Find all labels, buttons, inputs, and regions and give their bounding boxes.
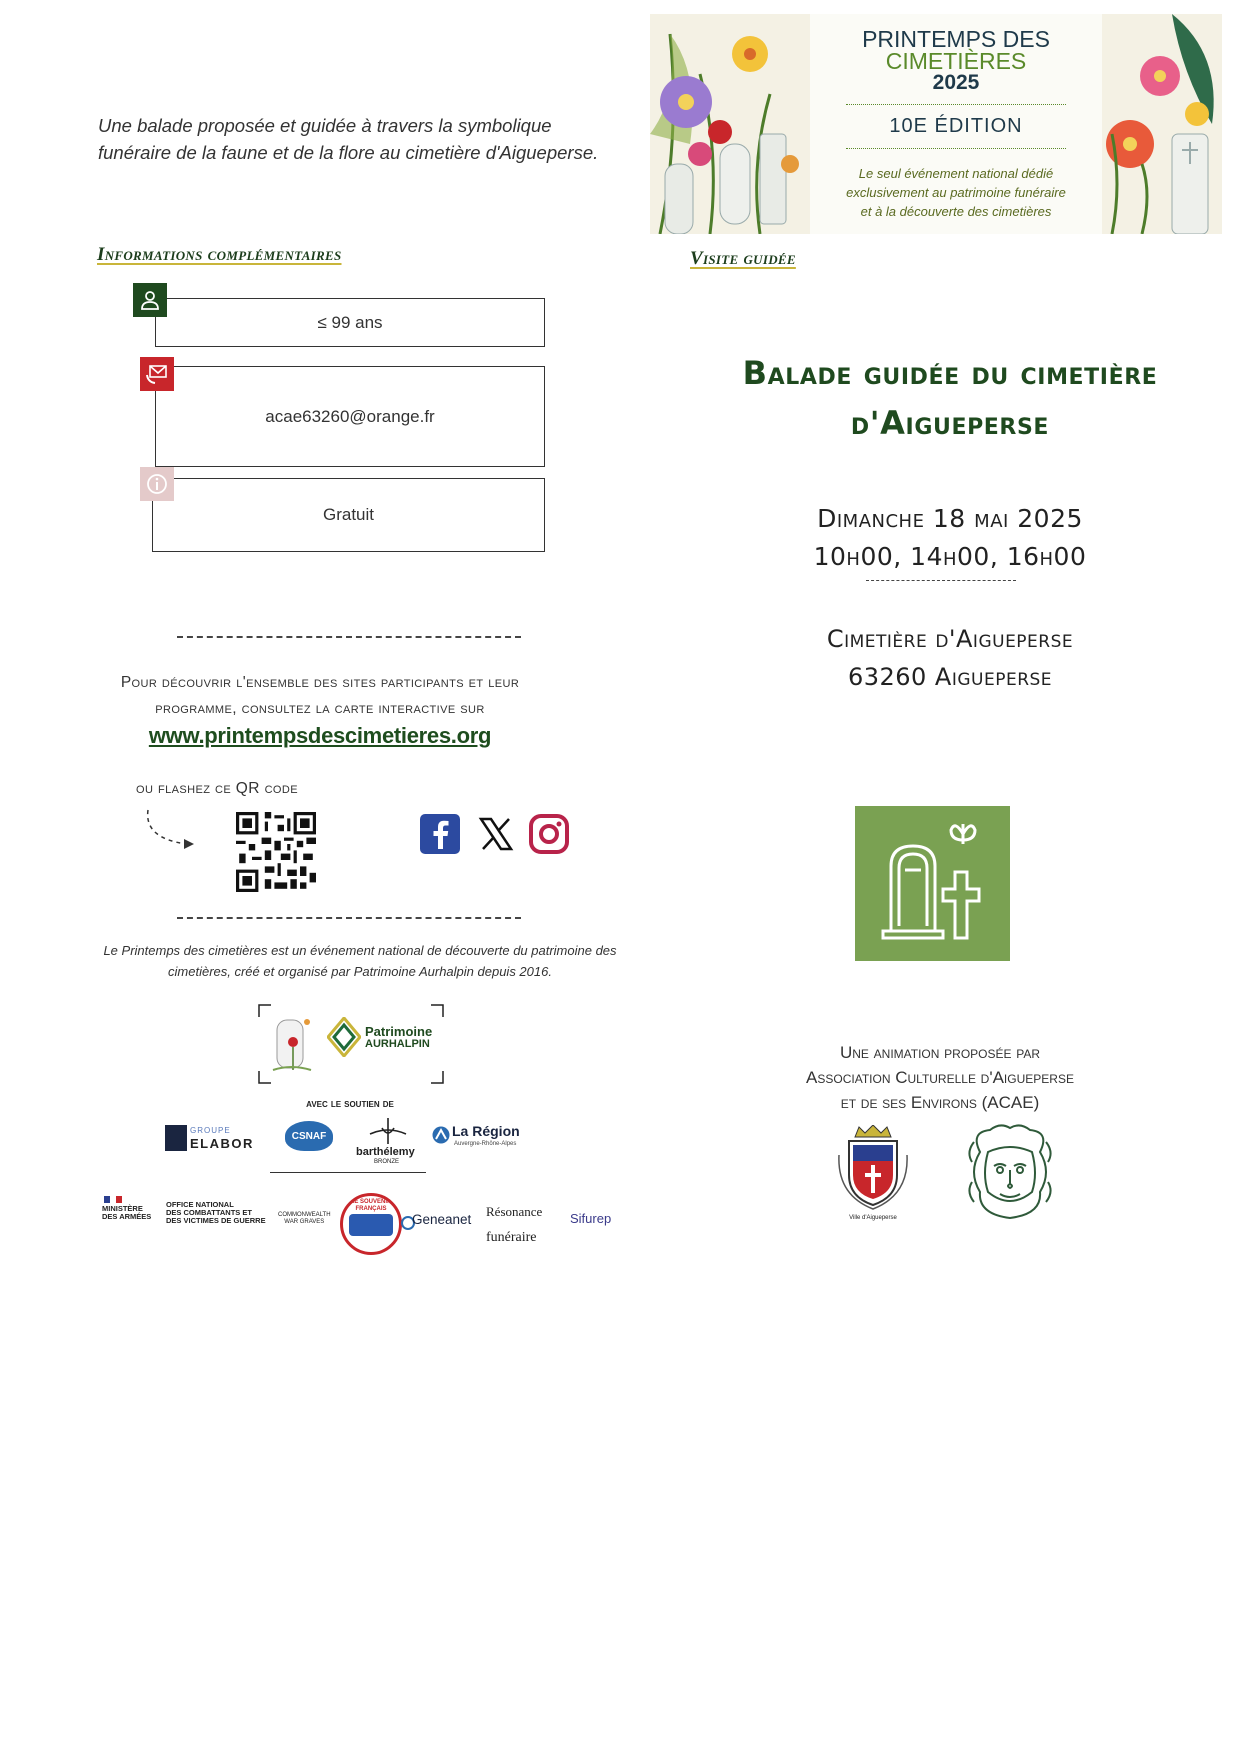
acae-mask-icon <box>960 1122 1060 1222</box>
cwgc-line-1: COMMONWEALTH <box>278 1212 331 1218</box>
barthelemy-name: barthélemy <box>356 1146 415 1158</box>
region-name: La Région <box>452 1123 520 1139</box>
discover-line-2: programme, consultez la carte interactive sur <box>155 700 485 717</box>
age-value: ≤ 99 ans <box>317 312 383 332</box>
intro-text: Une balade proposée et guidée à travers la symbolique funéraire de la faune et de la flore au cimetière d'Aigueperse. <box>98 115 599 163</box>
info-section-title: Informations complémentaires <box>97 244 342 265</box>
ministere-logo <box>102 1205 151 1221</box>
barthelemy-icon <box>368 1116 408 1146</box>
price-box <box>152 478 545 552</box>
event-place-line-2: 63260 Aigueperse <box>847 663 1053 691</box>
price-value: Gratuit <box>322 505 375 524</box>
event-title-line-1: Balade guidée du cimetière <box>742 354 1158 392</box>
animation-line-1: Une animation proposée par <box>839 1043 1041 1062</box>
facebook-icon[interactable] <box>420 814 460 854</box>
event-datetime <box>700 500 1200 576</box>
animation-line-3: et de ses Environs (ACAE) <box>840 1093 1040 1112</box>
event-date: Dimanche 18 mai 2025 <box>817 504 1083 533</box>
tombstone-cross-icon <box>855 806 1010 961</box>
region-icon <box>432 1126 450 1144</box>
elabor-name: ELABOR <box>190 1136 254 1151</box>
instagram-icon[interactable] <box>528 813 570 855</box>
mail-phone-icon <box>140 357 174 391</box>
event-title-line-2: d'Aigueperse <box>850 404 1050 442</box>
resonance-line-1: Résonance <box>486 1204 543 1219</box>
ministere-line-2: DES ARMÉES <box>102 1212 152 1221</box>
banner-tagline-1: Le seul événement national dédié <box>858 166 1054 181</box>
email-value[interactable]: acae63260@orange.fr <box>265 406 435 426</box>
csnaf-logo: CSNAF <box>285 1121 333 1151</box>
banner-tagline-3: et à la découverte des cimetières <box>860 204 1052 219</box>
person-icon <box>133 283 167 317</box>
cwgc-logo <box>278 1212 331 1226</box>
souvenir-francais-logo <box>340 1193 402 1255</box>
divider-bottom <box>177 917 521 919</box>
french-flag-icon <box>104 1196 122 1203</box>
banner-tagline-2: exclusivement au patrimoine funéraire <box>846 185 1066 200</box>
date-divider <box>866 580 1016 581</box>
organizer-name-2: AURHALPIN <box>365 1038 430 1050</box>
resonance-logo <box>486 1199 542 1251</box>
banner-dotted-2 <box>846 148 1066 149</box>
animation-line-2: Association Culturelle d'Aigueperse <box>806 1068 1074 1087</box>
cwgc-line-2: WAR GRAVES <box>284 1219 325 1225</box>
discover-line-1: Pour découvrir l'ensemble des sites participants et leur <box>120 674 520 691</box>
flowers-right-illustration <box>1102 14 1222 234</box>
sponsor-divider <box>270 1172 426 1173</box>
ministere-line-1: MINISTÈRE <box>102 1204 143 1213</box>
event-place-line-1: Cimetière d'Aigueperse <box>826 625 1074 653</box>
cemetery-flower-icon <box>269 1012 313 1076</box>
banner-line-2: CIMETIÈRES <box>885 48 1027 74</box>
website-link[interactable]: www.printempsdescimetieres.org <box>148 723 492 748</box>
souvenir-name: LE SOUVENIR FRANÇAIS <box>350 1199 392 1212</box>
event-title <box>680 348 1220 448</box>
aigueperse-crest-icon <box>835 1125 911 1215</box>
event-note: Le Printemps des cimetières est un événement national de découverte du patrimoine des cimetières, créé et organisé par Patrimoine Aurhalpin depuis 2016. <box>103 943 617 979</box>
info-icon <box>140 467 174 501</box>
event-banner <box>650 14 1222 234</box>
banner-edition: 10E ÉDITION <box>889 115 1023 137</box>
age-box <box>155 298 545 347</box>
qr-code[interactable] <box>236 812 316 892</box>
support-label: avec le soutien de <box>306 1098 394 1110</box>
event-times: 10h00, 14h00, 16h00 <box>813 542 1087 571</box>
region-sub: Auvergne-Rhône-Alpes <box>454 1141 517 1147</box>
resonance-line-2: funéraire <box>486 1230 537 1245</box>
onac-line-3: DES VICTIMES DE GUERRE <box>166 1216 266 1225</box>
banner-year: 2025 <box>932 71 980 94</box>
discover-text <box>120 670 520 722</box>
organizer-logos <box>257 1003 445 1085</box>
ville-label: Ville d'Aigueperse <box>849 1215 897 1221</box>
qr-instruction: ou flashez ce QR code <box>136 780 298 797</box>
barthelemy-sub: BRONZE <box>374 1159 400 1165</box>
visit-label: Visite guidée <box>690 248 796 269</box>
event-place <box>700 620 1200 696</box>
animation-credit <box>740 1040 1140 1115</box>
onac-line-1: OFFICE NATIONAL <box>166 1200 234 1209</box>
dashed-arrow-icon <box>140 808 212 856</box>
email-box <box>155 366 545 467</box>
banner-line-1: PRINTEMPS DES <box>862 26 1050 52</box>
sifurep-name: Sifurep <box>570 1211 612 1226</box>
elabor-top: GROUPE <box>190 1126 231 1135</box>
divider-top <box>177 636 521 638</box>
x-icon[interactable] <box>478 816 514 852</box>
onac-line-2: DES COMBATTANTS ET <box>166 1208 252 1217</box>
geneanet-name: Geneanet <box>412 1212 472 1227</box>
banner-dotted-1 <box>846 104 1066 105</box>
elabor-icon <box>165 1125 187 1151</box>
patrimoine-diamond-icon <box>327 1017 361 1057</box>
banner-tagline <box>810 164 1102 221</box>
flowers-left-illustration <box>650 14 810 234</box>
onac-logo <box>166 1201 266 1225</box>
organizer-name-1: Patrimoine <box>365 1024 433 1039</box>
cemetery-tile <box>855 806 1010 961</box>
